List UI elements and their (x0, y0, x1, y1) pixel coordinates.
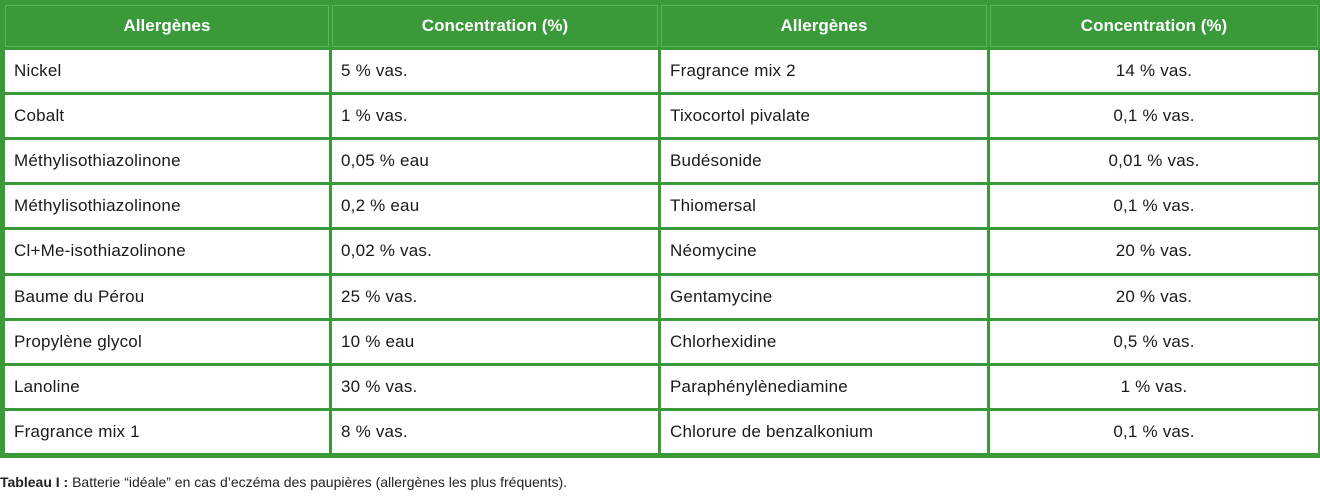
allergen-cell: Propylène glycol (5, 321, 329, 363)
allergen-cell: Gentamycine (661, 276, 987, 318)
table-row (5, 230, 1318, 272)
concentration-cell: 0,1 % vas. (990, 411, 1318, 453)
allergen-cell: Tixocortol pivalate (661, 95, 987, 137)
table-row (5, 140, 1318, 182)
concentration-cell: 1 % vas. (332, 95, 658, 137)
table-row (5, 321, 1318, 363)
concentration-cell: 0,02 % vas. (332, 230, 658, 272)
concentration-cell: 10 % eau (332, 321, 658, 363)
header-concentration-right: Concentration (%) (990, 5, 1318, 47)
concentration-cell: 14 % vas. (990, 50, 1318, 92)
table-row (5, 95, 1318, 137)
concentration-cell: 8 % vas. (332, 411, 658, 453)
allergen-cell: Méthylisothiazolinone (5, 185, 329, 227)
concentration-cell: 5 % vas. (332, 50, 658, 92)
allergen-cell: Paraphénylènediamine (661, 366, 987, 408)
allergen-cell: Fragrance mix 2 (661, 50, 987, 92)
concentration-cell: 25 % vas. (332, 276, 658, 318)
allergen-cell: Fragrance mix 1 (5, 411, 329, 453)
table-row (5, 366, 1318, 408)
allergen-cell: Chlorure de benzalkonium (661, 411, 987, 453)
header-allergens-left: Allergènes (5, 5, 329, 47)
header-allergens-right: Allergènes (661, 5, 987, 47)
table-row (5, 185, 1318, 227)
allergen-cell: Lanoline (5, 366, 329, 408)
concentration-cell: 0,2 % eau (332, 185, 658, 227)
allergen-table (2, 2, 1320, 456)
concentration-cell: 0,05 % eau (332, 140, 658, 182)
concentration-cell: 30 % vas. (332, 366, 658, 408)
table-header-row (5, 5, 1318, 47)
concentration-cell: 20 % vas. (990, 230, 1318, 272)
allergen-cell: Chlorhexidine (661, 321, 987, 363)
table-row (5, 276, 1318, 318)
caption-label: Tableau I : (0, 474, 69, 490)
concentration-cell: 0,1 % vas. (990, 185, 1318, 227)
concentration-cell: 0,5 % vas. (990, 321, 1318, 363)
table-row (5, 411, 1318, 453)
allergen-cell: Nickel (5, 50, 329, 92)
allergen-cell: Méthylisothiazolinone (5, 140, 329, 182)
allergen-cell: Cl+Me-isothiazolinone (5, 230, 329, 272)
allergen-cell: Budésonide (661, 140, 987, 182)
concentration-cell: 0,1 % vas. (990, 95, 1318, 137)
allergen-cell: Néomycine (661, 230, 987, 272)
allergen-cell: Baume du Pérou (5, 276, 329, 318)
concentration-cell: 20 % vas. (990, 276, 1318, 318)
concentration-cell: 1 % vas. (990, 366, 1318, 408)
concentration-cell: 0,01 % vas. (990, 140, 1318, 182)
allergen-cell: Cobalt (5, 95, 329, 137)
table-caption (0, 474, 567, 490)
caption-text: Batterie “idéale” en cas d’eczéma des paupières (allergènes les plus fréquents). (68, 474, 568, 490)
header-concentration-left: Concentration (%) (332, 5, 658, 47)
allergen-cell: Thiomersal (661, 185, 987, 227)
table-row (5, 50, 1318, 92)
